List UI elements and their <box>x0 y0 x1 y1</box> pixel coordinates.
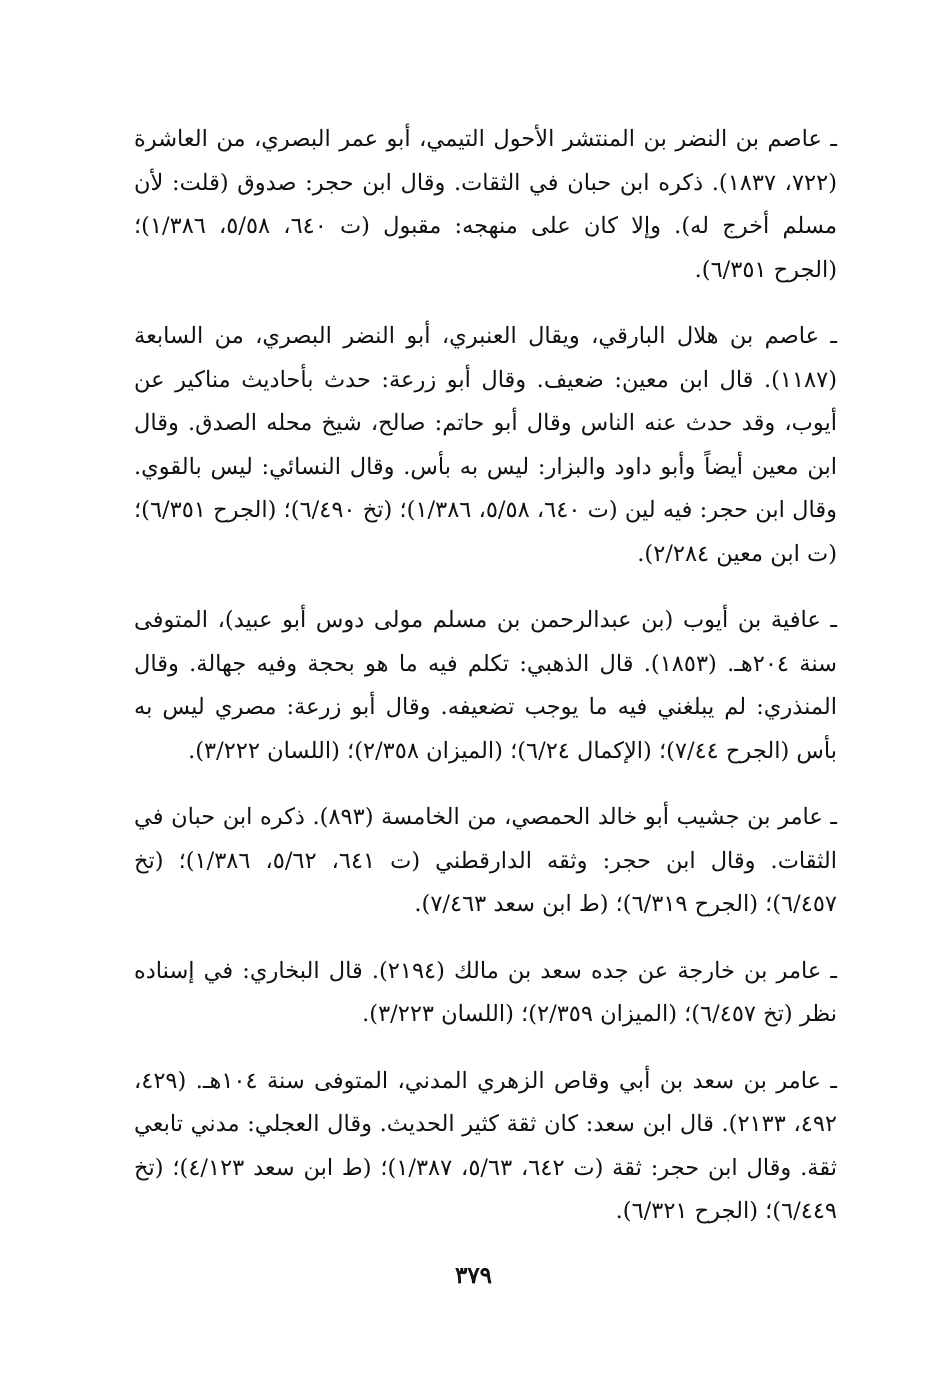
narrator-entry-amir-ibn-saad: ـ عامر بن سعد بن أبي وقاص الزهري المدني، المتوفى سنة ١٠٤هـ. (٤٢٩، ٤٩٢، ٢١٣٣). قال ابن سعد: كان ثقة كثير الحديث. وقال العجلي: مدني تابعي ثقة. وقال ابن حجر: ثقة (ت ٦٤٢، ٥/٦٣، ١/٣٨٧)؛ (ط ابن سعد ٤/١٢٣)؛ (تخ ٦/٤٤٩)؛ (الجرح ٦/٣٢١). <box>134 1067 837 1224</box>
page-number: ٣٧٩ <box>454 1262 493 1289</box>
narrator-entry-amir-ibn-kharija: ـ عامر بن خارجة عن جده سعد بن مالك (٢١٩٤). قال البخاري: في إسناده نظر (تخ ٦/٤٥٧)؛ (الميزان ٢/٣٥٩)؛ (اللسان ٣/٢٢٣). <box>134 957 838 1027</box>
narrator-entry-asim-ibn-al-nadr: ـ عاصم بن النضر بن المنتشر الأحول التيمي، أبو عمر البصري، من العاشرة (٧٢٢، ١٨٣٧). ذكره ابن حبان في الثقات. وقال ابن حجر: صدوق (قلت: لأن مسلم أخرج له). وإلا كان على منهجه: مقبول (ت ٦٤٠، ٥/٥٨، ١/٣٨٦)؛ (الجرح ٦/٣٥١). <box>134 126 837 283</box>
narrator-entry-asim-ibn-hilal: ـ عاصم بن هلال البارقي، ويقال العنبري، أبو النضر البصري، من السابعة (١١٨٧). قال ابن معين: ضعيف. وقال أبو زرعة: حدث بأحاديث مناكير عن أيوب، وقد حدث عنه الناس وقال أبو حاتم: صالح، شيخ محله الصدق. وقال ابن معين أيضاً وأبو داود والبزار: ليس به بأس. وقال النسائي: ليس بالقوي. وقال ابن حجر: فيه لين (ت ٦٤٠، ٥/٥٨، ١/٣٨٦)؛ (تخ ٦/٤٩٠)؛ (الجرح ٦/٣٥١)؛ (ت ابن معين ٢/٢٨٤). <box>134 323 837 567</box>
narrator-entry-amir-ibn-jushayb: ـ عامر بن جشيب أبو خالد الحمصي، من الخامسة (٨٩٣). ذكره ابن حبان في الثقات. وقال ابن حجر: وثقه الدارقطني (ت ٦٤١، ٥/٦٢، ١/٣٨٦)؛ (تخ ٦/٤٥٧)؛ (الجرح ٦/٣١٩)؛ (ط ابن سعد ٧/٤٦٣). <box>134 804 838 917</box>
narrator-entry-afiya-ibn-ayyub: ـ عافية بن أيوب (بن عبدالرحمن بن مسلم مولى دوس أبو عبيد)، المتوفى سنة ٢٠٤هـ. (١٨٥٣). قال الذهبي: تكلم فيه ما هو بحجة وفيه جهالة. وقال المنذري: لم يبلغني فيه ما يوجب تضعيفه. وقال أبو زرعة: مصري ليس به بأس (الجرح ٧/٤٤)؛ (الإكمال ٦/٢٤)؛ (الميزان ٢/٣٥٨)؛ (اللسان ٣/٢٢٢). <box>134 607 837 764</box>
